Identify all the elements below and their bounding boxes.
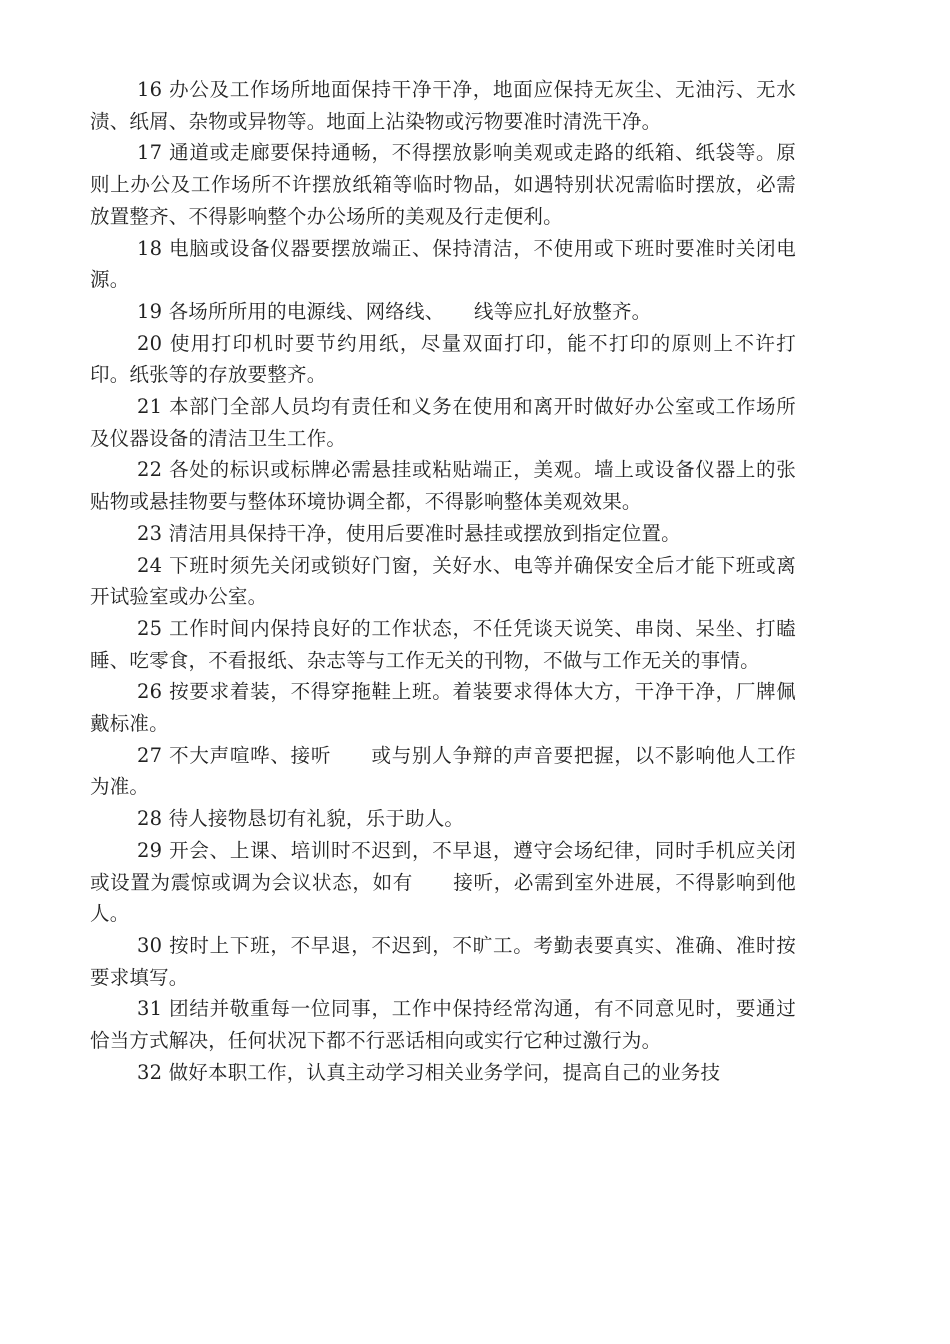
paragraph-22: 22 各处的标识或标牌必需悬挂或粘贴端正，美观。墙上或设备仪器上的张贴物或悬挂物要与整体环境协调全都，不得影响整体美观效果。: [90, 458, 796, 514]
paragraph-28: 28 待人接物恳切有礼貌，乐于助人。: [137, 807, 465, 831]
paragraph-27: 27 不大声喧哗、接听 或与别人争辩的声音要把握，以不影响他人工作为准。: [90, 743, 796, 799]
paragraph-24: 24 下班时须先关闭或锁好门窗，关好水、电等并确保安全后才能下班或离开试验室或办公室。: [90, 553, 796, 609]
paragraph-16: 16 办公及工作场所地面保持干净干净，地面应保持无灰尘、无油污、无水渍、纸屑、杂物或异物等。地面上沾染物或污物要准时清洗干净。: [90, 78, 796, 133]
document-body: [90, 74, 796, 1089]
paragraph-26: 26 按要求着装，不得穿拖鞋上班。着装要求得体大方，干净干净，厂牌佩戴标准。: [90, 680, 796, 736]
paragraph-29: 29 开会、上课、培训时不迟到，不早退，遵守会场纪律，同时手机应关闭或设置为震惊或调为会议状态，如有 接听，必需到室外进展，不得影响到他人。: [90, 838, 796, 926]
paragraph-19: 19 各场所所用的电源线、网络线、 线等应扎好放整齐。: [137, 299, 652, 323]
paragraph-18: 18 电脑或设备仪器要摆放端正、保持清洁，不使用或下班时要准时关闭电源。: [90, 236, 796, 292]
paragraph-23: 23 清洁用具保持干净，使用后要准时悬挂或摆放到指定位置。: [137, 521, 681, 545]
paragraph-30: 30 按时上下班，不早退，不迟到，不旷工。考勤表要真实、准确、准时按要求填写。: [90, 933, 796, 989]
paragraph-17: 17 通道或走廊要保持通畅，不得摆放影响美观或走路的纸箱、纸袋等。原则上办公及工作场所不许摆放纸箱等临时物品，如遇特别状况需临时摆放，必需放置整齐、不得影响整个办公场所的美观及行走便利。: [90, 141, 796, 228]
paragraph-25: 25 工作时间内保持良好的工作状态，不任凭谈天说笑、串岗、呆坐、打瞌睡、吃零食，不看报纸、杂志等与工作无关的刊物，不做与工作无关的事情。: [90, 616, 796, 672]
paragraph-32: 32 做好本职工作，认真主动学习相关业务学问，提高自己的业务技: [137, 1060, 721, 1084]
paragraph-21: 21 本部门全部人员均有责任和义务在使用和离开时做好办公室或工作场所及仪器设备的清洁卫生工作。: [90, 395, 796, 450]
paragraph-31: 31 团结并敬重每一位同事，工作中保持经常沟通，有不同意见时，要通过恰当方式解决，任何状况下都不行恶话相向或实行它种过激行为。: [90, 997, 796, 1053]
paragraph-20: 20 使用打印机时要节约用纸，尽量双面打印，能不打印的原则上不许打印。纸张等的存放要整齐。: [90, 331, 796, 387]
